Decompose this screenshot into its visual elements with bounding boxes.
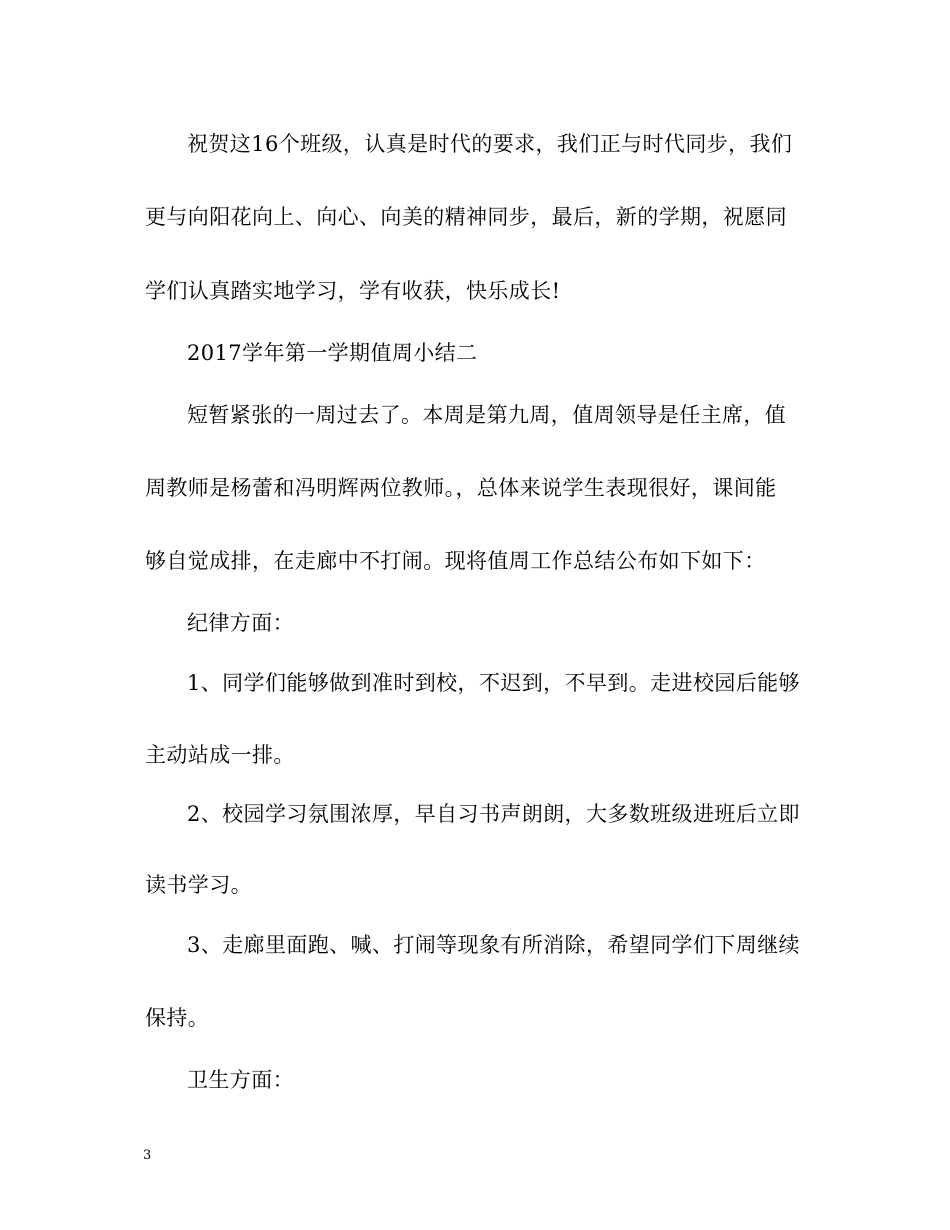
paragraph-line: 学们认真踏实地学习，学有收获，快乐成长! bbox=[145, 279, 561, 303]
list-item: 1、同学们能够做到准时到校，不迟到，不早到。走进校园后能够 bbox=[187, 671, 800, 695]
list-item: 2、校园学习氛围浓厚，早自习书声朗朗，大多数班级进班后立即 bbox=[187, 802, 800, 826]
subheading-hygiene: 卫生方面： bbox=[187, 1068, 294, 1092]
paragraph-line: 周教师是杨蕾和冯明辉两位教师。，总体来说学生表现很好，课间能 bbox=[145, 476, 777, 500]
section-heading: 2017学年第一学期值周小结二 bbox=[187, 341, 478, 365]
list-item-continuation: 主动站成一排。 bbox=[145, 743, 295, 767]
list-item-continuation: 读书学习。 bbox=[145, 873, 252, 897]
paragraph-line: 短暂紧张的一周过去了。本周是第九周，值周领导是任主席，值 bbox=[187, 403, 787, 427]
list-item-continuation: 保持。 bbox=[145, 1006, 210, 1030]
subheading-discipline: 纪律方面： bbox=[187, 611, 294, 635]
paragraph-line: 更与向阳花向上、向心、向美的精神同步，最后，新的学期，祝愿同 bbox=[145, 205, 787, 229]
page-number: 3 bbox=[143, 1148, 152, 1163]
paragraph-line: 够自觉成排，在走廊中不打闹。现将值周工作总结公布如下如下： bbox=[145, 549, 766, 573]
list-item: 3、走廊里面跑、喊、打闹等现象有所消除，希望同学们下周继续 bbox=[187, 933, 800, 957]
paragraph-line: 祝贺这16个班级，认真是时代的要求，我们正与时代同步，我们 bbox=[187, 132, 793, 156]
